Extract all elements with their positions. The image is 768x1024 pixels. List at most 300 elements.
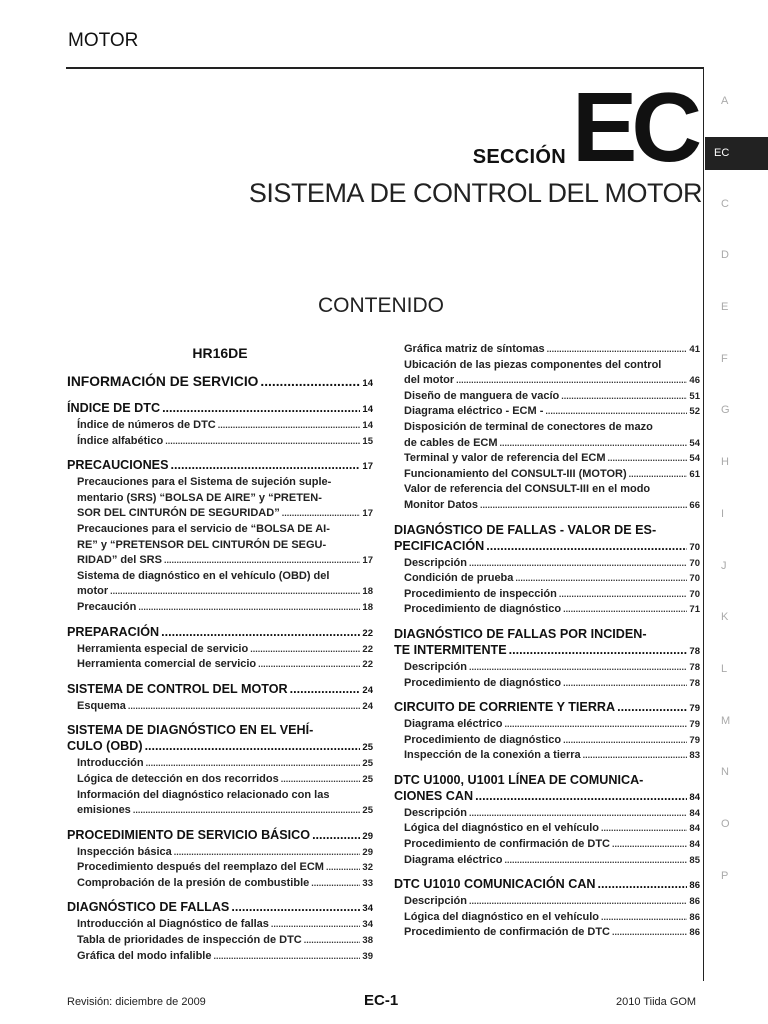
toc-entry-row-label: Funcionamiento del CONSULT-III (MOTOR) <box>404 467 627 480</box>
dot-leader <box>326 860 360 876</box>
dot-leader <box>170 457 360 473</box>
toc-entry-row-label: Procedimiento de diagnóstico <box>404 603 562 616</box>
side-tab-j[interactable]: J <box>721 559 727 572</box>
toc-entry-row[interactable] <box>404 498 700 514</box>
toc-entry-row[interactable] <box>77 803 373 819</box>
toc-entry-row-page: 78 <box>689 677 700 689</box>
toc-entry-row[interactable] <box>404 602 700 618</box>
toc-section-title[interactable] <box>394 788 700 806</box>
toc-section[interactable] <box>394 772 700 868</box>
toc-section-title-page: 24 <box>362 684 373 696</box>
toc-entry-row[interactable] <box>404 676 700 692</box>
toc-entry[interactable] <box>394 389 700 405</box>
toc-section[interactable] <box>394 699 700 764</box>
toc-entry[interactable] <box>67 569 373 600</box>
side-tab-e[interactable]: E <box>721 301 729 314</box>
toc-entry-row-page: 78 <box>689 661 700 673</box>
toc-entry[interactable] <box>67 522 373 569</box>
toc-entry[interactable] <box>394 853 700 869</box>
toc-entry-row[interactable] <box>404 404 700 420</box>
toc-entry-row[interactable] <box>404 837 700 853</box>
toc-entry-row[interactable] <box>404 910 700 926</box>
toc-entry-row-label: Precaución <box>77 600 137 613</box>
toc-entry-row-label: Gráfica del modo infalible <box>77 949 212 962</box>
toc-entry-row-label: Introducción al Diagnóstico de fallas <box>77 918 269 931</box>
dot-leader <box>561 389 687 405</box>
toc-section-title[interactable] <box>67 899 373 917</box>
toc-entry-row[interactable] <box>77 506 373 522</box>
toc-section-title[interactable] <box>67 374 373 392</box>
toc-entry-row-page: 54 <box>689 437 700 449</box>
toc-section[interactable] <box>394 626 700 691</box>
toc-entry-row[interactable] <box>77 876 373 892</box>
engine-label: HR16DE <box>192 345 248 361</box>
toc-section[interactable] <box>67 899 373 964</box>
side-tab-f[interactable]: F <box>721 352 728 365</box>
toc-section-title-page: 14 <box>362 404 373 415</box>
toc-section-title-label: PECIFICACIÓN <box>394 538 485 553</box>
dot-leader <box>469 660 687 676</box>
dot-leader <box>469 894 687 910</box>
toc-section[interactable] <box>67 722 373 818</box>
toc-section-title-label: DTC U1010 COMUNICACIÓN CAN <box>394 877 596 892</box>
toc-entry-row-page: 38 <box>362 935 373 947</box>
dot-leader <box>612 837 687 853</box>
toc-entry-row-page: 17 <box>362 508 373 520</box>
toc-entry-row-label: Esquema <box>77 699 126 712</box>
toc-section-title-label: DIAGNÓSTICO DE FALLAS <box>67 900 230 915</box>
toc-section-title-page: 70 <box>689 541 700 553</box>
toc-entry[interactable] <box>394 660 700 676</box>
toc-entry-row[interactable] <box>77 584 373 600</box>
toc-entry-row-page: 84 <box>689 839 700 851</box>
toc-entry-row-page: 70 <box>689 573 700 585</box>
toc-entry-row-page: 51 <box>689 390 700 402</box>
toc-entry-row[interactable] <box>77 657 373 673</box>
toc-entry[interactable] <box>394 925 700 941</box>
dot-leader <box>559 587 688 603</box>
dot-leader <box>128 699 361 715</box>
toc-entry-row-page: 70 <box>689 588 700 600</box>
dot-leader <box>563 602 687 618</box>
toc-entry[interactable] <box>67 845 373 861</box>
toc-entry[interactable] <box>394 821 700 837</box>
dot-leader <box>231 899 360 915</box>
toc-entry-row[interactable] <box>404 571 700 587</box>
dot-leader <box>469 806 687 822</box>
toc-entry-row[interactable] <box>404 467 700 483</box>
toc-section-title-line: SISTEMA DE DIAGNÓSTICO EN EL VEHÍ- <box>67 723 314 738</box>
toc-entry[interactable] <box>394 404 700 420</box>
toc-right-column <box>394 342 700 941</box>
toc-entry-row-page: 86 <box>689 927 700 939</box>
toc-entry-row-page: 32 <box>362 862 373 874</box>
toc-entry[interactable] <box>394 602 700 618</box>
toc-entry-line: Información del diagnóstico relacionado con las <box>77 788 330 801</box>
toc-entry-row-label: Gráfica matriz de síntomas <box>404 343 545 355</box>
toc-entry-row-page: 54 <box>689 453 700 465</box>
toc-entry[interactable] <box>394 748 700 764</box>
toc-entry[interactable] <box>394 910 700 926</box>
toc-entry-row-label: SOR DEL CINTURÓN DE SEGURIDAD” <box>77 507 280 520</box>
dot-leader <box>504 717 687 733</box>
dot-leader <box>504 853 687 869</box>
dot-leader <box>162 400 360 416</box>
dot-leader <box>515 571 687 587</box>
toc-section-title[interactable] <box>394 876 700 894</box>
toc-entry-row[interactable] <box>77 949 373 965</box>
toc-entry-line: Precauciones para el Sistema de sujeción suple- <box>77 476 332 489</box>
toc-entry-row-page: 17 <box>362 555 373 567</box>
toc-entry-row[interactable] <box>77 917 373 933</box>
toc-entry-row[interactable] <box>404 894 700 910</box>
toc-section-title-page: 86 <box>689 880 700 892</box>
toc-section-title[interactable] <box>67 827 373 845</box>
toc-entry[interactable] <box>67 475 373 522</box>
toc-entry[interactable] <box>67 917 373 933</box>
toc-entry-row-label: Inspección de la conexión a tierra <box>404 749 581 762</box>
toc-entry-row-label: Índice alfabético <box>77 434 164 447</box>
toc-entry[interactable] <box>67 600 373 616</box>
toc-entry-row[interactable] <box>77 772 373 788</box>
toc-section[interactable] <box>67 624 373 673</box>
toc-section-title-line: DIAGNÓSTICO DE FALLAS - VALOR DE ES- <box>394 522 657 537</box>
toc-entry-row-page: 18 <box>362 586 373 598</box>
dot-leader <box>598 876 688 892</box>
side-tab-h[interactable]: H <box>721 456 729 469</box>
toc-entry-row-label: Procedimiento después del reemplazo del ECM <box>77 861 324 874</box>
toc-entry-row-page: 25 <box>362 773 373 785</box>
toc-entry[interactable] <box>394 451 700 467</box>
toc-entry-row-page: 70 <box>689 557 700 569</box>
toc-entry-row[interactable] <box>77 642 373 658</box>
toc-entry-row-label: Introducción <box>77 757 144 770</box>
toc-section-title-page: 78 <box>689 645 700 657</box>
toc-entry-row-label: Descripción <box>404 660 467 673</box>
toc-entry-row[interactable] <box>404 717 700 733</box>
toc-entry-row-label: del motor <box>404 374 455 387</box>
toc-section-title-line: DIAGNÓSTICO DE FALLAS POR INCIDEN- <box>394 626 647 641</box>
side-tab-p[interactable]: P <box>721 869 729 882</box>
toc-entry-row-label: Índice de números de DTC <box>77 419 216 431</box>
toc-entry-row-label: Monitor Datos <box>404 498 478 511</box>
dot-leader <box>281 772 361 788</box>
toc-section-title[interactable] <box>67 457 373 475</box>
toc-entry-row[interactable] <box>404 733 700 749</box>
dot-leader <box>475 788 687 804</box>
toc-entry[interactable] <box>67 418 373 434</box>
toc-section[interactable] <box>394 876 700 941</box>
toc-entry[interactable] <box>67 642 373 658</box>
toc-entry-line: Disposición de terminal de conectores de mazo <box>404 420 653 433</box>
toc-entry-row-label: motor <box>77 585 109 598</box>
dot-leader <box>290 681 361 697</box>
dot-leader <box>601 821 687 837</box>
toc-entry-row-page: 52 <box>689 406 700 418</box>
dot-leader <box>282 506 361 522</box>
dot-leader <box>545 404 687 420</box>
toc-section-title[interactable] <box>394 699 700 717</box>
toc-entry-row-label: Procedimiento de diagnóstico <box>404 733 562 746</box>
toc-entry[interactable] <box>394 482 700 513</box>
section-code: EC <box>572 72 697 182</box>
toc-entry[interactable] <box>394 342 700 358</box>
page-title: SISTEMA DE CONTROL DEL MOTOR <box>248 178 702 208</box>
toc-entry-row-label: Procedimiento de confirmación de DTC <box>404 926 610 939</box>
toc-section[interactable] <box>394 522 700 618</box>
toc-entry-row-page: 83 <box>689 750 700 762</box>
toc-entry-row[interactable] <box>77 600 373 616</box>
toc-section[interactable] <box>67 827 373 892</box>
toc-entry-row-label: Diagrama eléctrico - ECM - <box>404 405 544 418</box>
toc-entry-row-label: emisiones <box>77 804 131 817</box>
toc-entry[interactable] <box>67 772 373 788</box>
toc-entry[interactable] <box>394 894 700 910</box>
toc-entry-row-label: Diagrama eléctrico <box>404 853 503 866</box>
toc-section-title-label: CIRCUITO DE CORRIENTE Y TIERRA <box>394 700 616 715</box>
side-rule <box>703 67 704 981</box>
dot-leader <box>500 436 688 452</box>
dot-leader <box>629 467 688 483</box>
toc-entry[interactable] <box>394 806 700 822</box>
toc-section-title[interactable] <box>67 624 373 642</box>
toc-section[interactable] <box>67 681 373 715</box>
toc-entry-row-page: 84 <box>689 823 700 835</box>
footer-revision: Revisión: diciembre de 2009 <box>67 996 206 1008</box>
toc-entry-row[interactable] <box>404 556 700 572</box>
toc-entry-row[interactable] <box>77 933 373 949</box>
toc-entry-row-page: 33 <box>362 877 373 889</box>
toc-entry-row-page: 61 <box>689 468 700 480</box>
toc-section-title-label: CIONES CAN <box>394 788 474 803</box>
toc-entry-row-page: 66 <box>689 499 700 511</box>
dot-leader <box>258 657 360 673</box>
side-tab-c[interactable]: C <box>721 197 729 210</box>
toc-entry[interactable] <box>67 657 373 673</box>
toc-entry[interactable] <box>67 756 373 772</box>
toc-section-title-line: DTC U1000, U1001 LÍNEA DE COMUNICA- <box>394 772 644 787</box>
toc-entry-row-page: 29 <box>362 846 373 858</box>
toc-entry-row-page: 15 <box>362 435 373 447</box>
dot-leader <box>304 933 361 949</box>
toc-entry-row-page: 41 <box>689 344 700 355</box>
dot-leader <box>601 910 687 926</box>
dot-leader <box>110 584 360 600</box>
toc-section[interactable] <box>67 457 373 615</box>
toc-entry-row[interactable] <box>77 553 373 569</box>
toc-entry-row[interactable] <box>404 660 700 676</box>
toc-entry-row[interactable] <box>77 418 373 434</box>
dot-leader <box>311 876 360 892</box>
toc-entry[interactable] <box>394 571 700 587</box>
toc-entry-row-label: Condición de prueba <box>404 572 514 585</box>
toc-entry-row[interactable] <box>404 436 700 452</box>
toc-entry[interactable] <box>394 587 700 603</box>
toc-entry-row[interactable] <box>404 451 700 467</box>
toc-entry[interactable] <box>394 837 700 853</box>
toc-section-title-label: PRECAUCIONES <box>67 458 169 473</box>
toc-entry-row-page: 86 <box>689 896 700 908</box>
toc-entry-row[interactable] <box>404 373 700 389</box>
toc-section-title-page: 84 <box>689 791 700 803</box>
toc-entry-row-label: Herramienta especial de servicio <box>77 642 249 655</box>
toc-entry-row-label: Procedimiento de confirmación de DTC <box>404 838 610 851</box>
toc-entry-row-label: Inspección básica <box>77 845 172 858</box>
toc-entry-row[interactable] <box>404 748 700 764</box>
toc-section-title[interactable] <box>394 538 700 556</box>
side-tab-ec[interactable]: EC <box>705 137 768 170</box>
toc-entry[interactable] <box>394 717 700 733</box>
toc-entry[interactable] <box>67 860 373 876</box>
side-tab-n[interactable]: N <box>721 766 729 779</box>
toc-entry-row[interactable] <box>404 342 700 358</box>
side-tab-m[interactable]: M <box>721 714 731 727</box>
toc-entry-row[interactable] <box>404 389 700 405</box>
toc-entry-row-page: 79 <box>689 734 700 746</box>
toc-entry[interactable] <box>394 467 700 483</box>
toc-entry-row[interactable] <box>404 853 700 869</box>
dot-leader <box>174 845 361 861</box>
dot-leader <box>312 827 360 843</box>
dot-leader <box>145 738 361 754</box>
toc-section-title-label: ÍNDICE DE DTC <box>67 401 161 415</box>
toc-entry-row-page: 71 <box>689 604 700 616</box>
dot-leader <box>213 949 360 965</box>
toc-section[interactable] <box>394 342 700 514</box>
toc-entry-line: Valor de referencia del CONSULT-III en el modo <box>404 483 651 496</box>
toc-entry-row-page: 79 <box>689 719 700 731</box>
toc-section-title-label: SISTEMA DE CONTROL DEL MOTOR <box>67 681 288 696</box>
toc-entry-row-label: Descripción <box>404 895 467 908</box>
toc-section-title-page: 29 <box>362 830 373 842</box>
dot-leader <box>456 373 687 389</box>
dot-leader <box>146 756 361 772</box>
toc-entry[interactable] <box>67 788 373 819</box>
toc-entry[interactable] <box>67 933 373 949</box>
dot-leader <box>133 803 361 819</box>
toc-entry-row-page: 25 <box>362 758 373 770</box>
dot-leader <box>250 642 360 658</box>
toc-section-title[interactable] <box>67 681 373 699</box>
top-rule <box>66 67 704 69</box>
toc-entry-row[interactable] <box>404 587 700 603</box>
toc-entry-row-page: 14 <box>362 420 373 431</box>
toc-entry-line: RE” y “PRETENSOR DEL CINTURÓN DE SEGU- <box>77 538 327 551</box>
dot-leader <box>480 498 687 514</box>
toc-entry[interactable] <box>394 733 700 749</box>
toc-entry-row[interactable] <box>77 699 373 715</box>
dot-leader <box>612 925 687 941</box>
toc-section[interactable] <box>67 400 373 449</box>
toc-entry[interactable] <box>394 420 700 451</box>
toc-entry-row-label: Comprobación de la presión de combustible <box>77 876 310 889</box>
toc-entry-row[interactable] <box>77 860 373 876</box>
side-tab-i[interactable]: I <box>721 507 725 520</box>
toc-entry-row-label: Terminal y valor de referencia del ECM <box>404 452 606 465</box>
dot-leader <box>469 556 687 572</box>
dot-leader <box>218 418 361 434</box>
toc-section-title-page: 22 <box>362 627 373 639</box>
toc-section-title-page: 79 <box>689 703 700 715</box>
contents-heading: CONTENIDO <box>318 294 444 317</box>
toc-section-title[interactable] <box>394 642 700 660</box>
toc-entry[interactable] <box>394 556 700 572</box>
toc-section-title-label: CULO (OBD) <box>67 739 143 754</box>
dot-leader <box>583 748 688 764</box>
toc-entry-row-label: Descripción <box>404 556 467 569</box>
toc-entry[interactable] <box>67 949 373 965</box>
toc-entry[interactable] <box>394 358 700 389</box>
toc-entry-row-label: Procedimiento de inspección <box>404 587 557 600</box>
toc-entry-row[interactable] <box>77 434 373 450</box>
side-tab-k[interactable]: K <box>721 611 729 624</box>
toc-entry-row-page: 86 <box>689 911 700 923</box>
toc-entry-line: Precauciones para el servicio de “BOLSA DE AI- <box>77 522 330 535</box>
toc-entry-row-page: 25 <box>362 805 373 817</box>
toc-entry-row-label: Descripción <box>404 806 467 819</box>
dot-leader <box>563 676 687 692</box>
toc-section-title-page: 14 <box>362 378 373 389</box>
toc-entry[interactable] <box>67 699 373 715</box>
side-tab-o[interactable]: O <box>721 817 730 830</box>
dot-leader <box>509 642 688 658</box>
dot-leader <box>486 538 687 554</box>
toc-entry-row-page: 39 <box>362 950 373 962</box>
toc-section-title-page: 34 <box>362 903 373 915</box>
toc-entry-row[interactable] <box>404 925 700 941</box>
toc-entry-row-label: Diagrama eléctrico <box>404 718 503 731</box>
toc-section-title-label: PREPARACIÓN <box>67 624 160 639</box>
dot-leader <box>161 624 360 640</box>
toc-entry-row[interactable] <box>77 756 373 772</box>
section-name: MOTOR <box>68 30 139 51</box>
toc-section-title[interactable] <box>67 738 373 756</box>
toc-section-title-label: PROCEDIMIENTO DE SERVICIO BÁSICO <box>67 827 311 842</box>
toc-section[interactable] <box>67 374 373 392</box>
footer-page-code: EC-1 <box>364 992 399 1009</box>
side-tab-d[interactable]: D <box>721 249 729 262</box>
toc-entry-row-label: Procedimiento de diagnóstico <box>404 676 562 689</box>
toc-entry-row-label: Lógica del diagnóstico en el vehículo <box>404 822 599 835</box>
dot-leader <box>608 451 688 467</box>
side-tab-g[interactable]: G <box>721 404 730 417</box>
toc-section-title[interactable] <box>67 400 373 418</box>
side-tab-l[interactable]: L <box>721 662 728 675</box>
toc-entry-row-page: 22 <box>362 659 373 671</box>
dot-leader <box>271 917 361 933</box>
toc-entry-row-label: Lógica del diagnóstico en el vehículo <box>404 910 599 923</box>
toc-entry[interactable] <box>394 676 700 692</box>
toc-entry-row-page: 84 <box>689 807 700 819</box>
toc-entry-row[interactable] <box>77 845 373 861</box>
toc-entry-row-page: 24 <box>362 700 373 712</box>
dot-leader <box>165 434 360 450</box>
dot-leader <box>164 553 360 569</box>
toc-entry-row-label: Tabla de prioridades de inspección de DTC <box>77 934 302 947</box>
toc-entry-row-label: Lógica de detección en dos recorridos <box>77 772 279 785</box>
toc-entry-line: Sistema de diagnóstico en el vehículo (OBD) del <box>77 569 330 582</box>
toc-entry-row[interactable] <box>404 821 700 837</box>
toc-section-title-page: 25 <box>362 742 373 754</box>
side-tab-a[interactable]: A <box>721 95 729 107</box>
toc-entry-row-page: 34 <box>362 919 373 931</box>
toc-entry[interactable] <box>67 434 373 450</box>
footer-model: 2010 Tiida GOM <box>616 996 697 1008</box>
toc-entry[interactable] <box>67 876 373 892</box>
toc-entry-row-label: Herramienta comercial de servicio <box>77 658 257 671</box>
dot-leader <box>617 699 687 715</box>
toc-entry-row[interactable] <box>404 806 700 822</box>
